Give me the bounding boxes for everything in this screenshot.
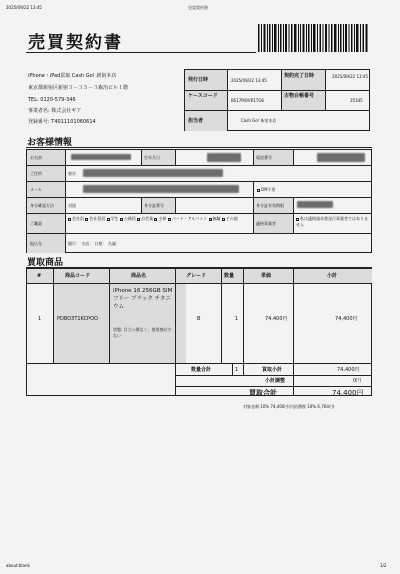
col-qty: 数量 (224, 273, 235, 279)
transfer-value: 銀行： 支店： 口座： 名義： (68, 241, 120, 246)
row-unit: 74,400円 (265, 316, 288, 322)
checkbox-icon (257, 189, 260, 192)
row-no: 1 (38, 316, 42, 322)
checkbox-icon (85, 218, 88, 221)
occupation-option[interactable]: 会社員 (68, 216, 84, 221)
complete-label: 契約完了日時 (284, 73, 315, 79)
redacted-expiry (297, 201, 333, 208)
dm-checkbox[interactable] (257, 187, 276, 192)
print-datetime: 2025/09/22 13:45 (6, 5, 42, 10)
qty-total-label: 数量合計 (191, 367, 212, 373)
phone-label: 電話番号 (256, 155, 272, 160)
col-subtotal: 小計 (327, 273, 338, 279)
checkbox-icon (296, 218, 299, 221)
id-type-label: 身分確認方法 (30, 203, 54, 208)
row-name: iPhone 16 256GB SIMフリー ブラック チタニウム (113, 288, 173, 310)
occupation-option[interactable]: 自営業 (137, 216, 153, 221)
invoice-checkbox[interactable] (296, 216, 371, 228)
checkbox-icon (107, 218, 110, 221)
row-note: 状態: 目立つ傷なく、使用感が少ない (113, 327, 172, 338)
occupation-option[interactable]: 公務員 (120, 216, 136, 221)
col-code: 商品コード (65, 273, 91, 279)
redacted-birthdate (207, 153, 241, 162)
row-qty: 1 (235, 316, 239, 322)
license-label: 古物台帳番号 (284, 93, 315, 99)
redacted-address (83, 169, 223, 177)
row-grade: B (197, 316, 201, 322)
id-number-label: 身分証番号 (144, 203, 164, 208)
purchase-section-title: 買取商品 (27, 258, 64, 268)
shop-name: iPhone・iPad買取 Cash Go! 新宿本店 (28, 73, 117, 79)
checkbox-icon (154, 218, 157, 221)
issue-date-label: 発行日時 (188, 77, 209, 83)
occupation-option[interactable]: パート・アルバイト (168, 216, 208, 221)
page-title: 売買契約書 (28, 33, 123, 53)
checkbox-icon (68, 218, 71, 221)
name-label: お名前 (30, 155, 42, 160)
col-grade: グレード (186, 273, 207, 279)
address-label: ご住所 (30, 171, 42, 176)
occupation-option[interactable]: 主婦 (154, 216, 166, 221)
email-label: メール (30, 187, 42, 192)
checkbox-icon (168, 218, 171, 221)
case-code-label: ケースコード (188, 93, 218, 99)
barcode-icon (258, 24, 368, 52)
remarks-label: 適格事業者 (256, 221, 276, 226)
address-prefix: 東京 (68, 171, 76, 176)
total-label: 買取合計 (249, 389, 277, 397)
complete-value: 2025/09/22 13:45 (332, 74, 368, 79)
checkbox-icon (137, 218, 140, 221)
occupation-option[interactable]: 会社役員 (85, 216, 105, 221)
license-value: 35345 (350, 98, 363, 103)
qty-total-value: 1 (235, 367, 239, 373)
checkbox-icon (209, 218, 212, 221)
purchase-table (26, 268, 372, 396)
issue-date-value: 2025/09/22 13:45 (231, 78, 267, 83)
col-unit: 単価 (261, 273, 272, 279)
row-code: PDBO3T1KCPOO (57, 316, 98, 322)
footer-url: about:blank (6, 563, 30, 568)
id-expiry-label: 身分証有効期限 (256, 203, 284, 208)
dm-label: DM不要 (261, 187, 276, 192)
purchase-subtotal-value: 74,400円 (337, 367, 360, 373)
staff-value: Cash Go! 新宿本店 (241, 118, 277, 123)
purchase-subtotal-label: 買取小計 (262, 367, 283, 373)
checkbox-icon (120, 218, 123, 221)
redacted-email (83, 185, 239, 193)
occupation-option[interactable]: 無職 (209, 216, 221, 221)
total-value: 74,400円 (332, 389, 364, 397)
occupation-label: ご職業 (30, 221, 42, 226)
customer-section-title: お客様情報 (27, 138, 73, 148)
checkbox-icon (222, 218, 225, 221)
id-type-value: 対面 (68, 203, 76, 208)
customer-table (26, 149, 372, 253)
birthdate-label: 生年月日 (144, 155, 160, 160)
transfer-label: 振込先 (30, 241, 42, 246)
row-subtotal: 74,400円 (335, 316, 358, 322)
shop-operator: 事業者名: 株式会社ギア (28, 108, 82, 114)
staff-label: 担当者 (188, 118, 204, 124)
subtotal-adjust-label: 小計調整 (265, 378, 286, 384)
subtotal-adjust-value: 0円 (353, 378, 362, 384)
shop-address: 東京都新宿区新宿３－３５－３森治ビル１階 (28, 85, 129, 91)
redacted-name (71, 154, 131, 160)
col-no: # (37, 273, 42, 279)
tax-note: 対象金額 10% 74,400円(内消費税 10% 6,764円) (243, 404, 335, 409)
occupation-option[interactable]: 学生 (107, 216, 119, 221)
invoice-label: 私は適格請求書発行事業者ではありません (296, 216, 368, 227)
shop-registration: 登録番号: T4011101060614 (28, 119, 96, 125)
shop-tel: TEL: 0120-579-346 (28, 97, 76, 103)
redacted-phone (317, 153, 365, 162)
occupation-option[interactable]: その他 (222, 216, 238, 221)
case-code-value: BS17MOVR1TG6 (231, 98, 264, 103)
occupation-options (68, 216, 252, 222)
print-title: 売買契約書 (188, 5, 208, 10)
title-underline (26, 52, 256, 53)
col-name: 商品名 (131, 273, 147, 279)
footer-page: 1/2 (380, 563, 387, 568)
contract-info-table (184, 69, 370, 131)
